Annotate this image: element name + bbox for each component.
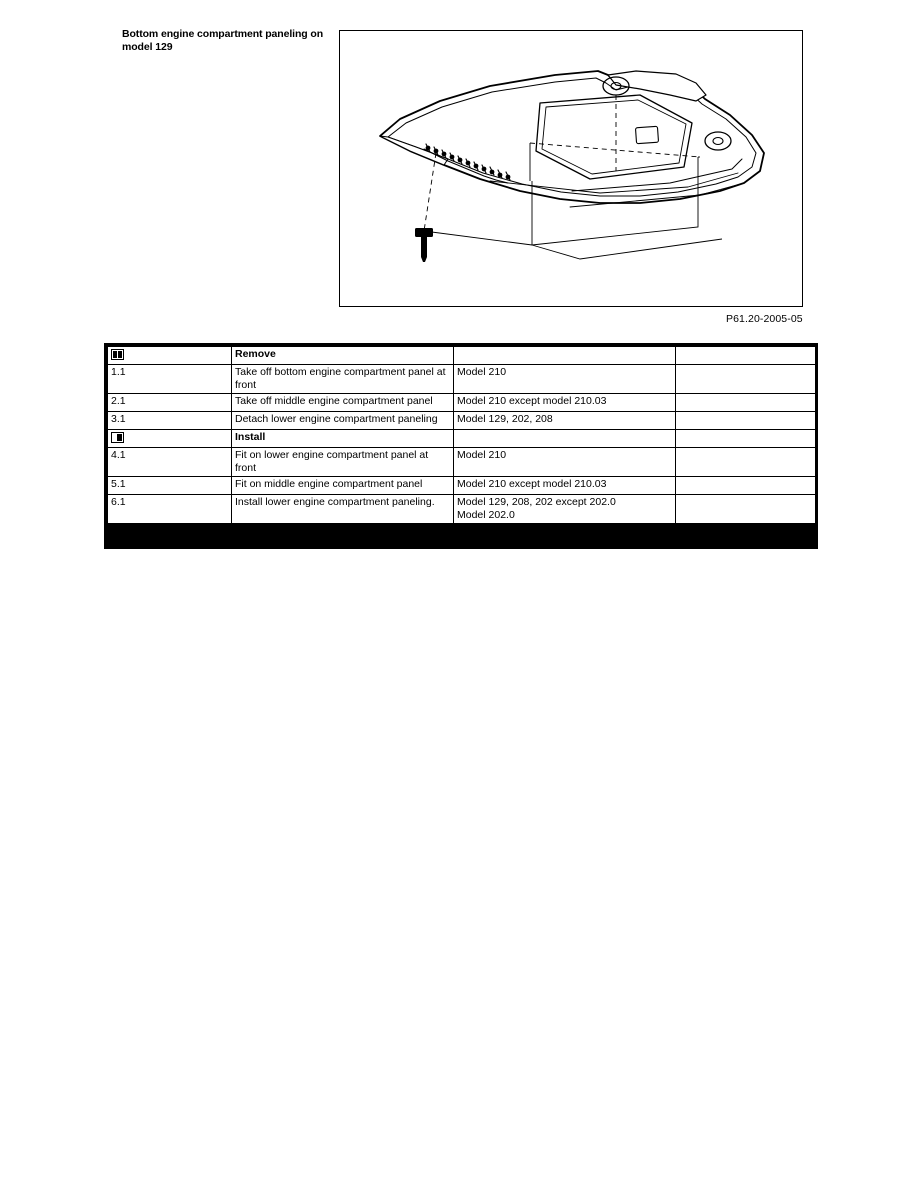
table-row	[108, 448, 816, 477]
step-model	[454, 495, 676, 524]
procedure-table-container	[104, 343, 818, 549]
step-operation: Detach lower engine compartment paneling	[232, 412, 454, 430]
step-model-line1: Model 129, 208, 202 except 202.0	[457, 496, 616, 508]
table-header-remove	[108, 347, 816, 365]
header-model-cell	[454, 430, 676, 448]
step-notes	[676, 448, 816, 477]
step-model-line2: Model 202.0	[457, 508, 515, 521]
step-number: 1.1	[108, 365, 232, 394]
step-notes	[676, 365, 816, 394]
step-number: 5.1	[108, 477, 232, 495]
header-notes-cell	[676, 430, 816, 448]
table-row	[108, 394, 816, 412]
table-header-install	[108, 430, 816, 448]
header-notes-cell	[676, 347, 816, 365]
engine-compartment-paneling-illustration	[340, 31, 802, 306]
section-label-install: Install	[232, 430, 454, 448]
step-number: 6.1	[108, 495, 232, 524]
step-number: 4.1	[108, 448, 232, 477]
figure-panel	[339, 30, 803, 307]
step-model: Model 210	[454, 365, 676, 394]
table-row	[108, 365, 816, 394]
step-notes	[676, 495, 816, 524]
step-operation: Take off middle engine compartment panel	[232, 394, 454, 412]
step-operation: Fit on lower engine compartment panel at front	[232, 448, 454, 477]
step-operation: Take off bottom engine compartment panel at front	[232, 365, 454, 394]
table-row	[108, 412, 816, 430]
step-model: Model 129, 202, 208	[454, 412, 676, 430]
step-model: Model 210	[454, 448, 676, 477]
step-notes	[676, 394, 816, 412]
bolt-symbol	[415, 228, 433, 262]
step-notes	[676, 412, 816, 430]
step-operation: Fit on middle engine compartment panel	[232, 477, 454, 495]
install-symbol-cell	[108, 430, 232, 448]
step-number: 2.1	[108, 394, 232, 412]
table-row	[108, 477, 816, 495]
remove-icon	[111, 349, 124, 360]
figure-caption: Bottom engine compartment paneling on model 129	[122, 28, 324, 53]
step-model: Model 210 except model 210.03	[454, 477, 676, 495]
remove-symbol-cell	[108, 347, 232, 365]
step-number: 3.1	[108, 412, 232, 430]
step-notes	[676, 477, 816, 495]
install-icon	[111, 432, 124, 443]
header-model-cell	[454, 347, 676, 365]
procedure-table	[107, 346, 816, 524]
step-model: Model 210 except model 210.03	[454, 394, 676, 412]
figure-reference-number: P61.20-2005-05	[726, 313, 803, 325]
section-label-remove: Remove	[232, 347, 454, 365]
step-operation: Install lower engine compartment paneling.	[232, 495, 454, 524]
table-row	[108, 495, 816, 524]
